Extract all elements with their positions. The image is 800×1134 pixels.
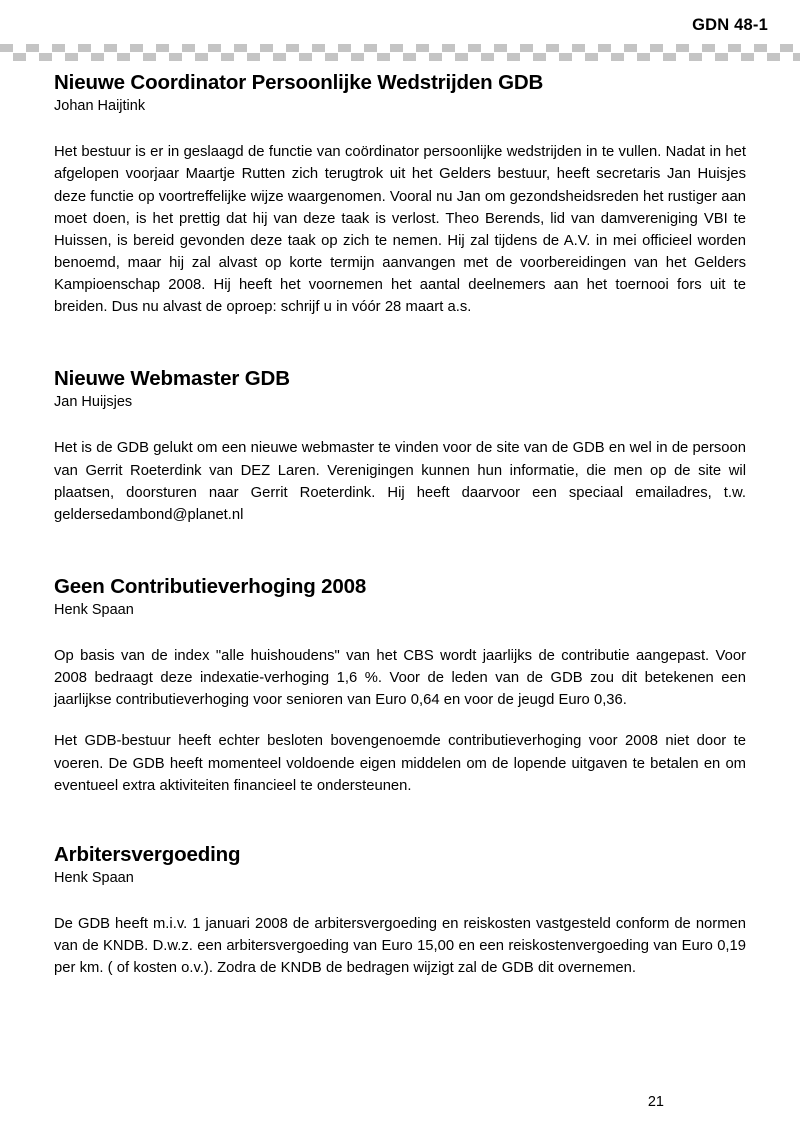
article-byline: Henk Spaan xyxy=(54,601,134,618)
article-nieuwe-coordinator xyxy=(54,72,746,318)
article-byline: Henk Spaan xyxy=(54,869,134,886)
checkerboard-row-bottom xyxy=(0,53,800,61)
article-arbitersvergoeding xyxy=(54,844,746,980)
article-title: Geen Contributieverhoging 2008 xyxy=(54,574,367,598)
spacer xyxy=(54,711,746,730)
page-footer xyxy=(0,1074,800,1134)
spacer xyxy=(54,797,746,844)
article-paragraph: De GDB heeft m.i.v. 1 januari 2008 de arbitersvergoeding en reiskosten vastgesteld conform de normen van de KNDB. D.w.z. een arbitersvergoeding van Euro 15,00 en een reiskostenvergoeding van Euro 0,19 per km. ( of kosten o.v.). Zodra de KNDB de bedragen wijzigt zal de GDB dit overnemen. xyxy=(54,916,746,977)
spacer xyxy=(54,887,746,913)
article-paragraph: Het is de GDB gelukt om een nieuwe webmaster te vinden voor de site van de GDB en wel in de persoon van Gerrit Roeterdink van DEZ Laren. Verenigingen kunnen hun informatie, die men op de site wil plaatsen, doorsturen naar Gerrit Roeterdink. Hij heeft daarvoor een speciaal emailadres, t.w. geldersedambond@planet.nl xyxy=(54,440,746,523)
spacer xyxy=(54,619,746,645)
spacer xyxy=(54,115,746,141)
article-paragraph: Het GDB-bestuur heeft echter besloten bovengenoemde contributieverhoging voor 2008 niet door te voeren. De GDB heeft momenteel voldoende eigen middelen om de lopende uitgaven te betalen en om eventueel extra aktiviteiten financieel te ondersteunen. xyxy=(54,733,746,794)
article-paragraph: Op basis van de index "alle huishoudens" van het CBS wordt jaarlijks de contributie aangepast. Voor 2008 bedraagt deze indexatie-verhoging 1,6 %. Voor de leden van de GDB zou dit betekenen een jaarlijkse contributieverhoging voor senioren van Euro 0,64 en voor de jeugd Euro 0,36. xyxy=(54,648,746,709)
header-issue-title: GDN 48-1 xyxy=(692,16,768,34)
spacer xyxy=(54,526,746,576)
article-nieuwe-webmaster xyxy=(54,368,746,526)
checkerboard-row-top xyxy=(0,44,800,52)
article-geen-contributieverhoging xyxy=(54,576,746,797)
article-title: Arbitersvergoeding xyxy=(54,842,241,866)
article-column xyxy=(54,72,746,979)
article-title: Nieuwe Webmaster GDB xyxy=(54,367,290,391)
article-byline: Johan Haijtink xyxy=(54,97,146,114)
article-paragraph: Het bestuur is er in geslaagd de functie van coördinator persoonlijke wedstrijden in te vullen. Nadat in het afgelopen voorjaar Maartje Rutten zich terugtrok uit het Gelders bestuur, heeft secretaris Jan Huisjes deze functie op voortreffelijke wijze waargenomen. Vooral nu Jan om gezondsheidsreden het rustiger aan moet doen, is het prettig dat hij van deze taak is verlost. Theo Berends, lid van damvereniging VBI te Huissen, is bereid gevonden deze taak op zich te nemen. Hij zal tijdens de A.V. in mei officieel worden benoemd, maar hij zal alvast op korte termijn aanvangen met de voorbereidingen van het Gelders Kampioenschap 2008. Hij heeft het voornemen het aantal deelnemers aan het toernooi fors uit te breiden. Dus nu alvast de oproep: schrijf u in vóór 28 maart a.s. xyxy=(54,144,746,315)
spacer xyxy=(54,411,746,437)
page-number: 21 xyxy=(647,1093,664,1110)
page-header xyxy=(0,0,800,44)
article-title: Nieuwe Coordinator Persoonlijke Wedstrijden GDB xyxy=(54,71,544,94)
checkerboard-divider xyxy=(0,44,800,61)
spacer xyxy=(54,318,746,368)
article-byline: Jan Huijsjes xyxy=(54,394,133,411)
